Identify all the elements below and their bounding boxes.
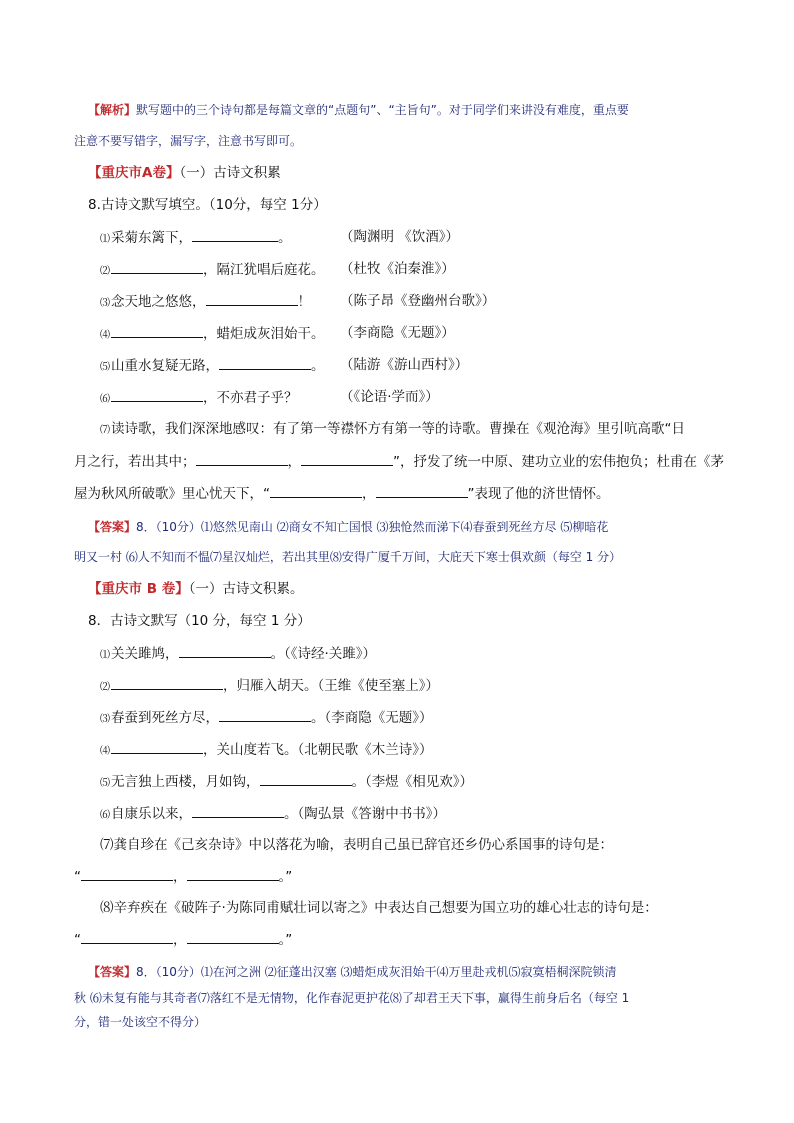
section-b-item-5: ⑸无言独上西楼，月如钩， 。（李煜《相见欢》） (100, 771, 473, 794)
answer-blank[interactable] (270, 483, 362, 498)
section-a-q7-line-1: ⑺读诗歌，我们深深地感叹：有了第一等襟怀方有第一等的诗歌。曹操在《观沧海》里引吭高歌“日 (100, 421, 685, 437)
section-b-tag: 【重庆市 B 卷】 (88, 581, 189, 597)
answer-blank[interactable] (111, 259, 203, 274)
answer-blank[interactable] (111, 675, 223, 690)
analysis-tag: 【解析】 (88, 103, 137, 117)
answer-blank[interactable] (179, 643, 271, 658)
answer-tag: 【答案】 (88, 520, 137, 534)
section-b-question-title: 8．古诗文默写（10 分，每空 1 分） (88, 613, 311, 629)
section-a-tag: 【重庆市A卷】 (88, 165, 180, 181)
section-b-answer-line-2: 秋 ⑹未复有能与其奇者⑺落红不是无情物，化作春泥更护花⑻了却君王天下事，赢得生前身后名（每空 1 (74, 991, 630, 1005)
answer-blank[interactable] (192, 227, 278, 242)
section-b-item-1: ⑴关关雎鸠， 。（《诗经·关雎》） (100, 643, 376, 666)
section-a-title: （一）古诗文积累 (179, 165, 281, 181)
answer-blank[interactable] (111, 387, 203, 402)
answer-blank[interactable] (111, 323, 203, 338)
analysis-text-2: 注意不要写错字，漏写字，注意书写即可。 (74, 134, 303, 148)
section-b-answer-line-3: 分，错一处该空不得分） (74, 1015, 207, 1029)
analysis-line-2 (74, 131, 302, 151)
answer-blank[interactable] (219, 355, 311, 370)
answer-blank[interactable] (260, 771, 352, 786)
section-b-item-3: ⑶春蚕到死丝方尽， 。（李商隐《无题》） (100, 707, 433, 730)
answer-blank[interactable] (187, 866, 279, 881)
analysis-text-1: 默写题中的三个诗句都是每篇文章的“点题句”、“主旨句”。对于同学们来讲没有难度，重点要 (136, 103, 629, 117)
section-b-item-6: ⑹自康乐以来， 。（陶弘景《答谢中书书》） (100, 803, 446, 826)
answer-blank[interactable] (187, 929, 279, 944)
section-a-q7-line-3: 屋为秋风所破歌》里心忧天下，“ ， ”表现了他的济世情怀。 (74, 483, 610, 504)
section-b-answer-line-1: 【答案】8．（10分）⑴在河之洲 ⑵征蓬出汉塞 ⑶蜡炬成灰泪始干⑷万里赴戎机⑸寂寞梧桐深院锁清 (88, 965, 617, 979)
section-b-q7-line-2: “ ， 。” (74, 866, 292, 887)
answer-blank[interactable] (81, 866, 173, 881)
answer-tag: 【答案】 (88, 965, 137, 979)
section-a-item-4: ⑷ ，蜡炬成灰泪始干。 （李商隐《无题》） (100, 325, 455, 342)
section-a-item-2: ⑵ ，隔江犹唱后庭花。 （杜牧《泊秦淮》） (100, 261, 455, 278)
section-a-q7-line-2: 月之行，若出其中； ， ”，抒发了统一中原、建功立业的宏伟抱负；杜甫在《茅 (74, 451, 724, 472)
section-b-q8-line-1: ⑻辛弃疾在《破阵子·为陈同甫赋壮词以寄之》中表达自己想要为国立功的雄心壮志的诗句是： (100, 900, 658, 916)
section-b-title: （一）古诗文积累。 (188, 581, 304, 597)
section-b-item-2: ⑵ ，归雁入胡天。（王维《使至塞上》） (100, 675, 439, 698)
section-a-question-title: 8.古诗文默写填空。（10分，每空 1分） (88, 197, 327, 213)
answer-blank[interactable] (376, 483, 468, 498)
section-a-item-6: ⑹ ，不亦君子乎？ （《论语·学而》） (100, 389, 439, 406)
section-a-item-1: ⑴采菊东篱下， 。 （陶渊明 《饮酒》） (100, 229, 460, 246)
section-b-q7-line-1: ⑺龚自珍在《己亥杂诗》中以落花为喻，表明自己虽已辞官还乡仍心系国事的诗句是： (100, 837, 613, 853)
section-b-q8-line-2: “ ， 。” (74, 929, 292, 950)
analysis-line-1 (88, 100, 629, 120)
section-b-item-4: ⑷ ，关山度若飞。（北朝民歌《木兰诗》） (100, 739, 433, 762)
answer-blank[interactable] (111, 739, 203, 754)
section-a-answer-line-2: 明又一村 ⑹人不知而不愠⑺星汉灿烂，若出其里⑻安得广厦千万间，大庇天下寒士俱欢颜（每空 1 分） (74, 550, 622, 564)
answer-blank[interactable] (219, 707, 311, 722)
section-a-item-3: ⑶念天地之悠悠， ！ （陈子昂《登幽州台歌》） (100, 293, 496, 310)
answer-blank[interactable] (206, 291, 298, 306)
section-a-answer-line-1: 【答案】8．（10分）⑴悠然见南山 ⑵商女不知亡国恨 ⑶独怆然而涕下⑷春蚕到死丝方尽 ⑸柳暗花 (88, 520, 609, 534)
answer-blank[interactable] (301, 451, 393, 466)
section-b-header (88, 579, 303, 599)
section-a-header (88, 163, 281, 183)
answer-blank[interactable] (192, 803, 284, 818)
answer-blank[interactable] (196, 451, 288, 466)
section-a-item-5: ⑸山重水复疑无路， 。 （陆游《游山西村》） (100, 357, 469, 374)
answer-blank[interactable] (81, 929, 173, 944)
